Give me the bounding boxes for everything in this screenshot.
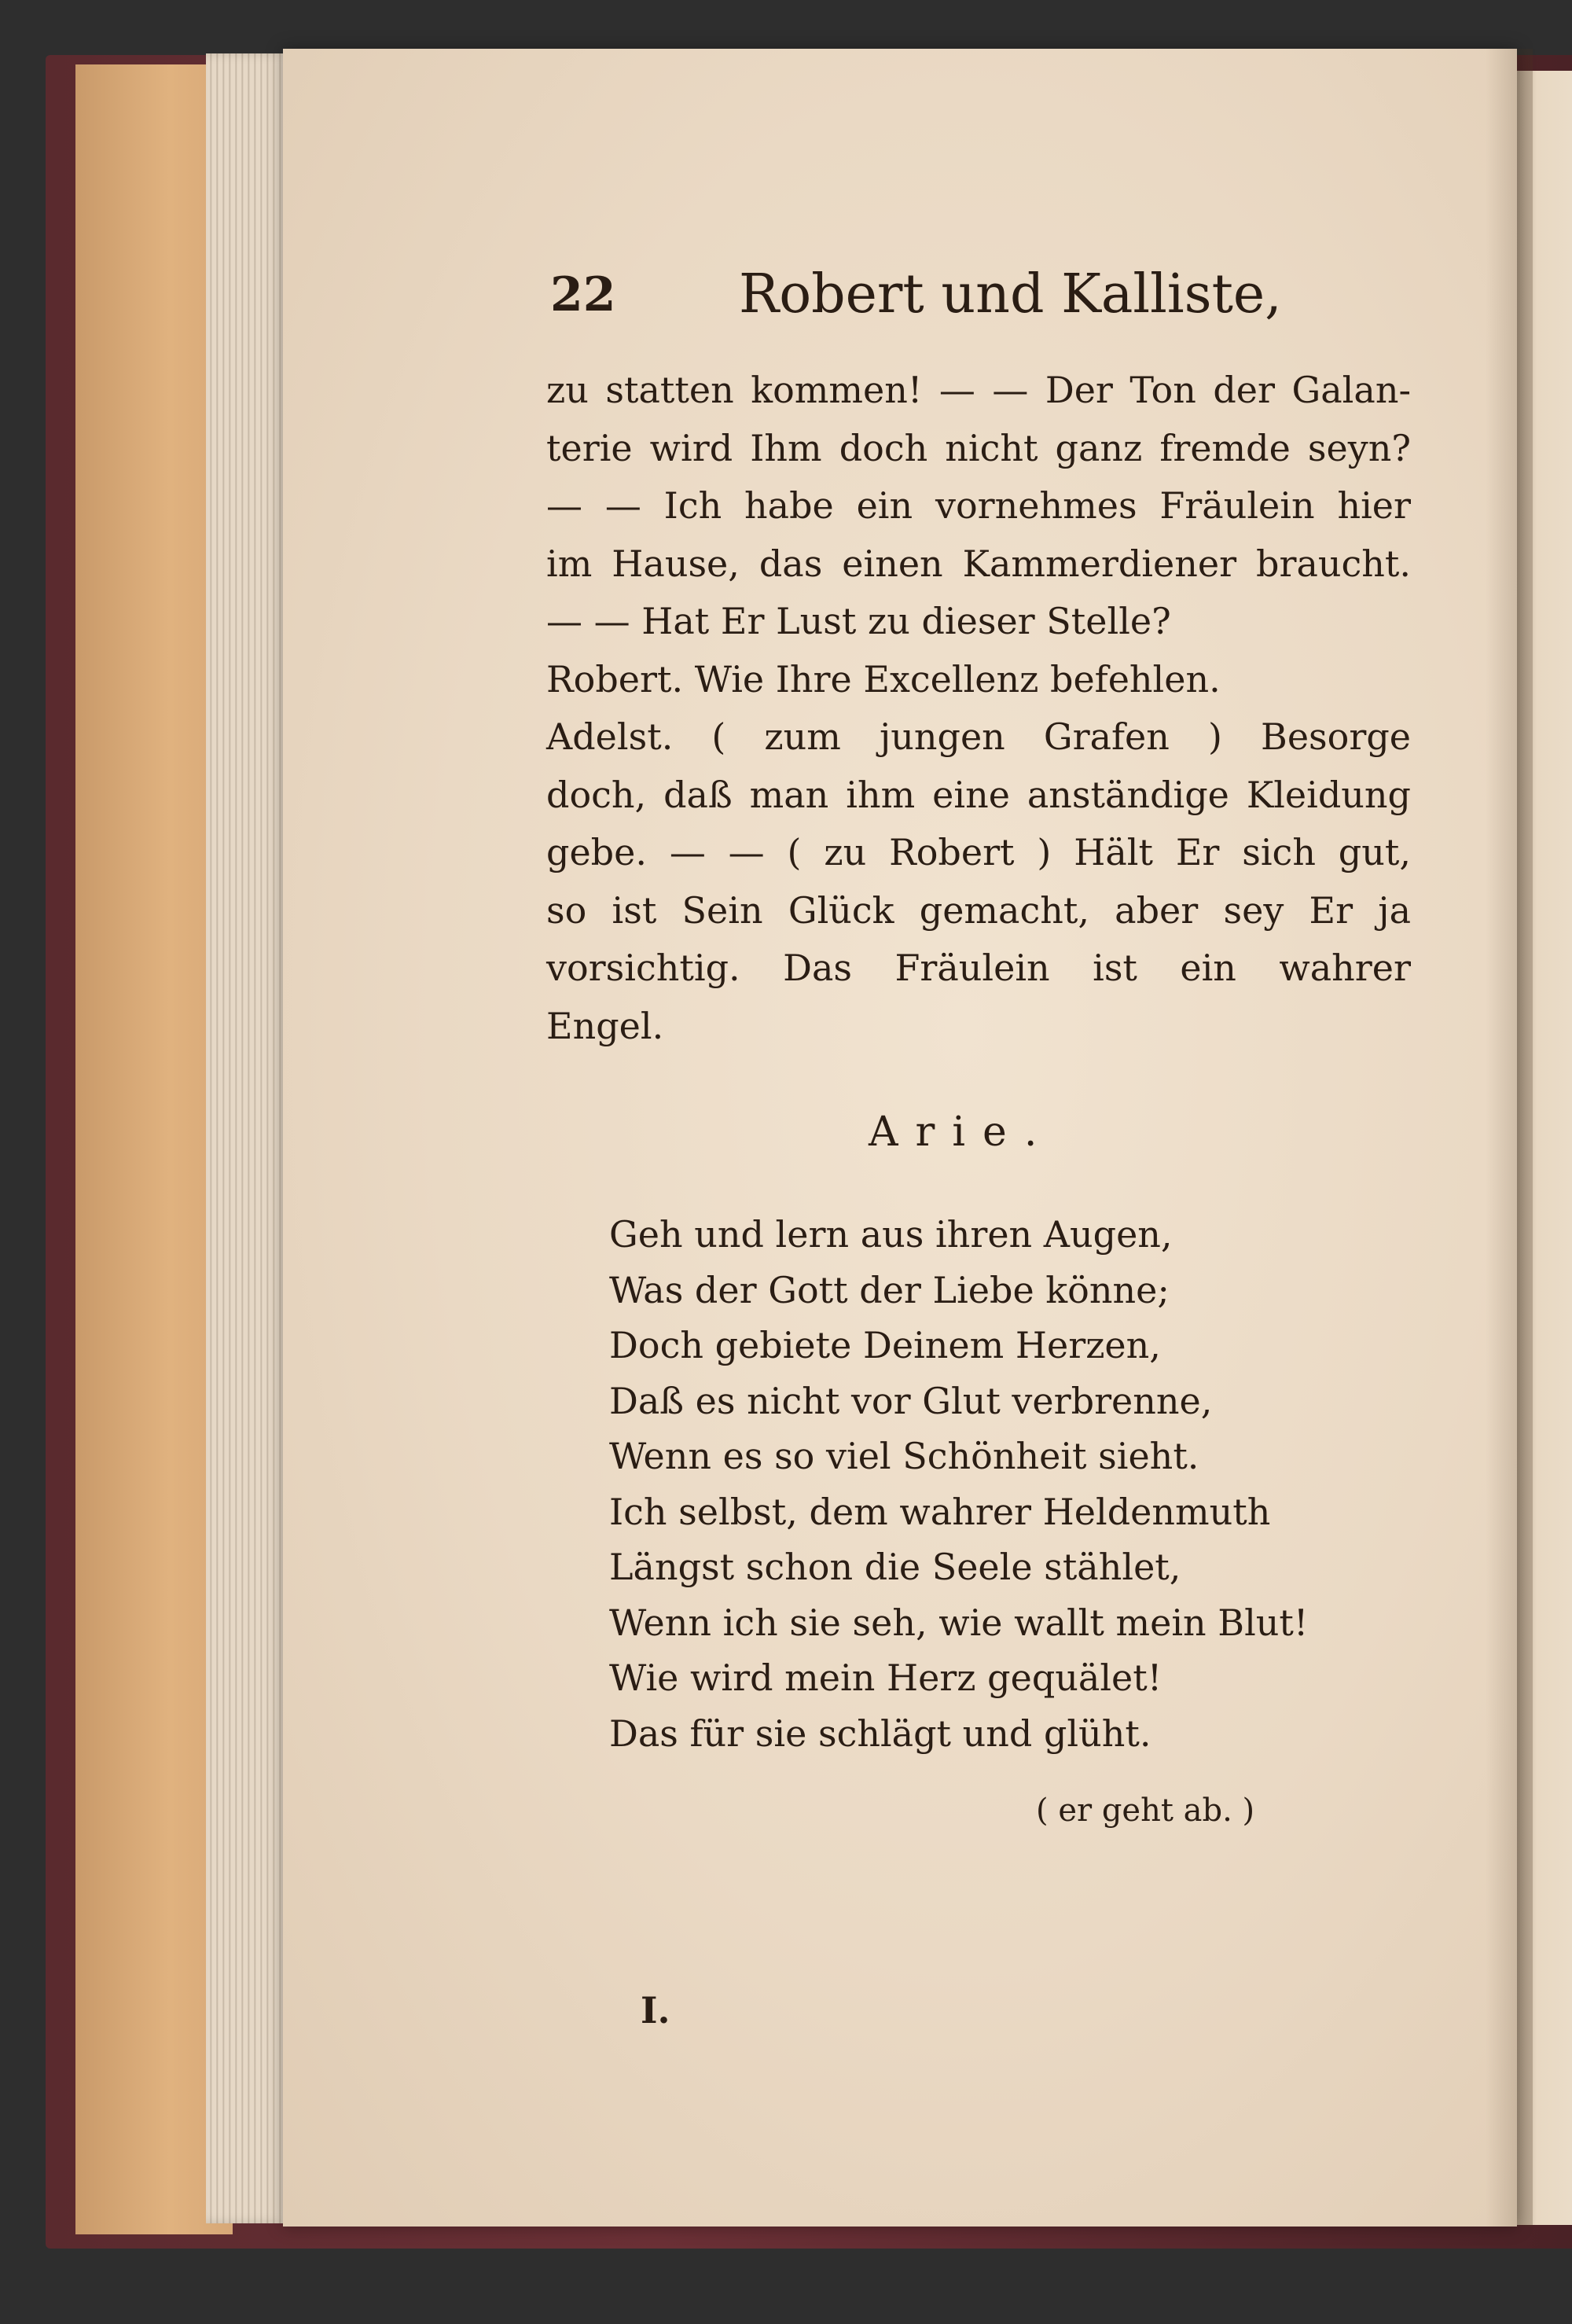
- prose-line: Engel.: [546, 1004, 664, 1047]
- speaker-line-robert: Robert. Wie Ihre Excellenz befehlen.: [546, 657, 1221, 701]
- verse-line: Daß es nicht vor Glut verbrenne,: [609, 1379, 1213, 1422]
- verse-line: Doch gebiete Deinem Herzen,: [609, 1324, 1161, 1366]
- prose-line: vorsichtig. Das Fräulein ist ein wahrer: [546, 947, 1411, 989]
- page-number: 22: [550, 267, 616, 322]
- speaker-line-adelst: Adelst. ( zum jungen Grafen ) Besorge: [546, 715, 1411, 758]
- gutter-shadow: [1486, 49, 1533, 2227]
- prose-line: doch, daß man ihm eine anständige Kleidung: [546, 773, 1411, 816]
- running-title: Robert und Kalliste,: [739, 263, 1282, 325]
- verse-line: Wenn ich sie seh, wie wallt mein Blut!: [609, 1601, 1309, 1644]
- prose-line: — — Hat Er Lust zu dieser Stelle?: [546, 600, 1171, 642]
- aria-verse: [609, 1207, 1308, 1761]
- verse-line: Das für sie schlägt und glüht.: [609, 1712, 1151, 1755]
- verse-line: Ich selbst, dem wahrer Heldenmuth: [609, 1490, 1271, 1533]
- signature-mark: I.: [641, 1989, 670, 2032]
- prose-line: so ist Sein Glück gemacht, aber sey Er ja: [546, 888, 1411, 932]
- prose-line: terie wird Ihm doch nicht ganz fremde seyn?: [546, 426, 1411, 469]
- prose-line: gebe. — — ( zu Robert ) Hält Er sich gut,: [546, 831, 1411, 873]
- prose-line: zu statten kommen! — — Der Ton der Galan-: [546, 369, 1411, 411]
- prose-line: — — Ich habe ein vornehmes Fräulein hier: [546, 484, 1411, 527]
- verse-line: Wie wird mein Herz gequälet!: [609, 1657, 1162, 1699]
- stage-direction: ( er geht ab. ): [1036, 1793, 1255, 1829]
- verse-line: Geh und lern aus ihren Augen,: [609, 1213, 1173, 1256]
- verse-line: Was der Gott der Liebe könne;: [609, 1268, 1170, 1311]
- prose-line: im Hause, das einen Kammerdiener braucht.: [546, 542, 1411, 585]
- verse-line: Wenn es so viel Schönheit sieht.: [609, 1435, 1199, 1477]
- verse-line: Längst schon die Seele stählet,: [609, 1546, 1181, 1588]
- aria-heading: Arie.: [869, 1109, 1055, 1156]
- prose-block: [546, 362, 1411, 1055]
